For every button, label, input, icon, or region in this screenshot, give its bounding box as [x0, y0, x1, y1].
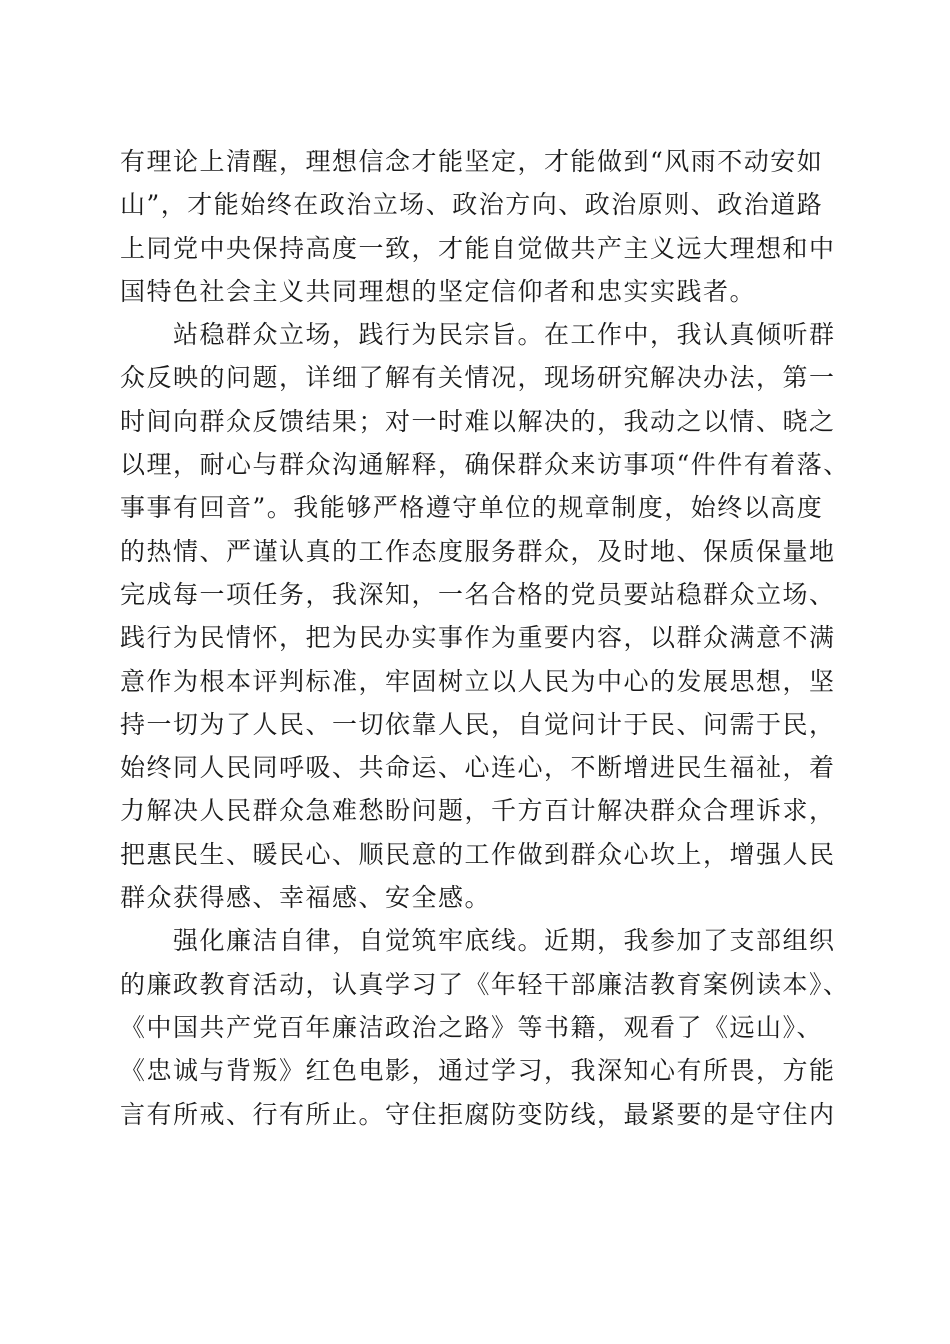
text-line: 《忠诚与背叛》红色电影，通过学习，我深知心有所畏，方能	[120, 1056, 836, 1086]
text-line: 言有所戒、行有所止。守住拒腐防变防线，最紧要的是守住内	[120, 1099, 836, 1129]
paragraph-start-line: 强化廉洁自律，自觉筑牢底线。近期，我参加了支部组织	[173, 926, 836, 956]
text-line: 把惠民生、暖民心、顺民意的工作做到群众心坎上，增强人民	[120, 839, 836, 869]
text-line: 完成每一项任务，我深知，一名合格的党员要站稳群众立场、	[120, 579, 836, 609]
text-line: 力解决人民群众急难愁盼问题，千方百计解决群众合理诉求，	[120, 796, 836, 826]
text-line: 的廉政教育活动，认真学习了《年轻干部廉洁教育案例读本》、	[120, 969, 850, 999]
text-line: 意作为根本评判标准，牢固树立以人民为中心的发展思想，坚	[120, 666, 836, 696]
text-line: 持一切为了人民、一切依靠人民，自觉问计于民、问需于民，	[120, 709, 836, 739]
text-line: 山”，才能始终在政治立场、政治方向、政治原则、政治道路	[120, 190, 824, 220]
text-line: 有理论上清醒，理想信念才能坚定，才能做到“风雨不动安如	[120, 147, 824, 176]
text-line: 事事有回音”。我能够严格遵守单位的规章制度，始终以高度	[120, 493, 824, 523]
paragraph-start-line: 站稳群众立场，践行为民宗旨。在工作中，我认真倾听群	[173, 320, 836, 350]
body-text	[120, 140, 850, 1136]
text-line: 《中国共产党百年廉洁政治之路》等书籍，观看了《远山》、	[120, 1012, 824, 1042]
text-line: 群众获得感、幸福感、安全感。	[120, 883, 492, 913]
text-line: 时间向群众反馈结果；对一时难以解决的，我动之以情、晓之	[120, 406, 836, 436]
text-line: 践行为民情怀，把为民办实事作为重要内容，以群众满意不满	[120, 623, 836, 653]
text-line: 始终同人民同呼吸、共命运、心连心，不断增进民生福祉，着	[120, 753, 836, 783]
text-line: 以理，耐心与群众沟通解释，确保群众来访事项“件件有着落、	[120, 450, 850, 480]
text-line: 众反映的问题，详细了解有关情况，现场研究解决办法，第一	[120, 363, 836, 393]
text-line: 上同党中央保持高度一致，才能自觉做共产主义远大理想和中	[120, 233, 836, 263]
text-line: 国特色社会主义共同理想的坚定信仰者和忠实实践者。	[120, 276, 757, 306]
text-line: 的热情、严谨认真的工作态度服务群众，及时地、保质保量地	[120, 536, 836, 566]
